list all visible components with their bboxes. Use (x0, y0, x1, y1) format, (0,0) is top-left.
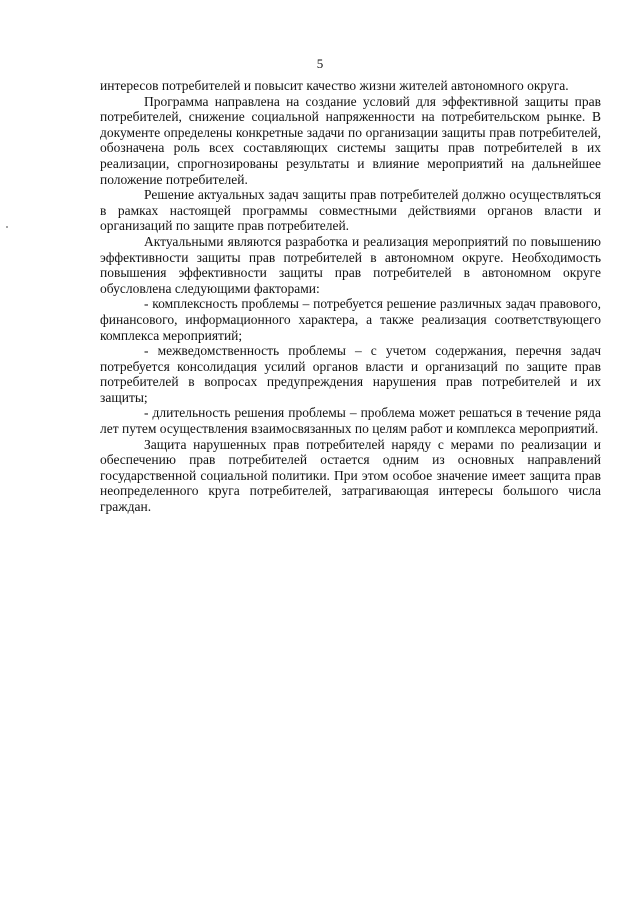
paragraph-tasks-solution: Решение актуальных задач защиты прав потребителей должно осуществляться в рамках настоящей программы совместными действиями органов власти и организаций по защите прав потребителей. (100, 187, 601, 234)
margin-speck (6, 226, 8, 228)
paragraph-program-purpose: Программа направлена на создание условий для эффективной защиты прав потребителей, снижение социальной напряженности на потребительском рынке. В документе определены конкретные задачи по организации защиты прав потребителей, обозначена роль всех составляющих системы защиты прав потребителей в их реализации, спрогнозированы результаты и влияние мероприятий на дальнейшее положение потребителей. (100, 93, 601, 187)
list-item-interdepartmental: - межведомственность проблемы – с учетом содержания, перечня задач потребуется консолидация усилий органов власти и организаций по защите прав потребителей в вопросах предупреждения нарушения прав потребителей и их защиты; (100, 343, 601, 405)
paragraph-continuation: интересов потребителей и повысит качество жизни жителей автономного округа. (100, 78, 569, 93)
document-body (100, 78, 601, 515)
paragraph-protection-policy: Защита нарушенных прав потребителей наряду с мерами по реализации и обеспечению прав потребителей остается одним из основных направлений государственной социальной политики. При этом особое значение имеет защита прав неопределенного круга потребителей, затрагивающая интересы большого числа граждан. (100, 436, 601, 515)
page-number: 5 (316, 56, 324, 71)
list-item-complexity: - комплексность проблемы – потребуется решение различных задач правового, финансового, информационного характера, а также реализация соответствующего комплекса мероприятий; (100, 296, 601, 343)
list-item-duration: - длительность решения проблемы – проблема может решаться в течение ряда лет путем осуществления взаимосвязанных по целям работ и комплекса мероприятий. (100, 405, 601, 437)
paragraph-relevance: Актуальными являются разработка и реализация мероприятий по повышению эффективности защиты прав потребителей в автономном округе. Необходимость повышения эффективности защиты прав потребителей в автономном округе обусловлена следующими факторами: (100, 233, 601, 296)
